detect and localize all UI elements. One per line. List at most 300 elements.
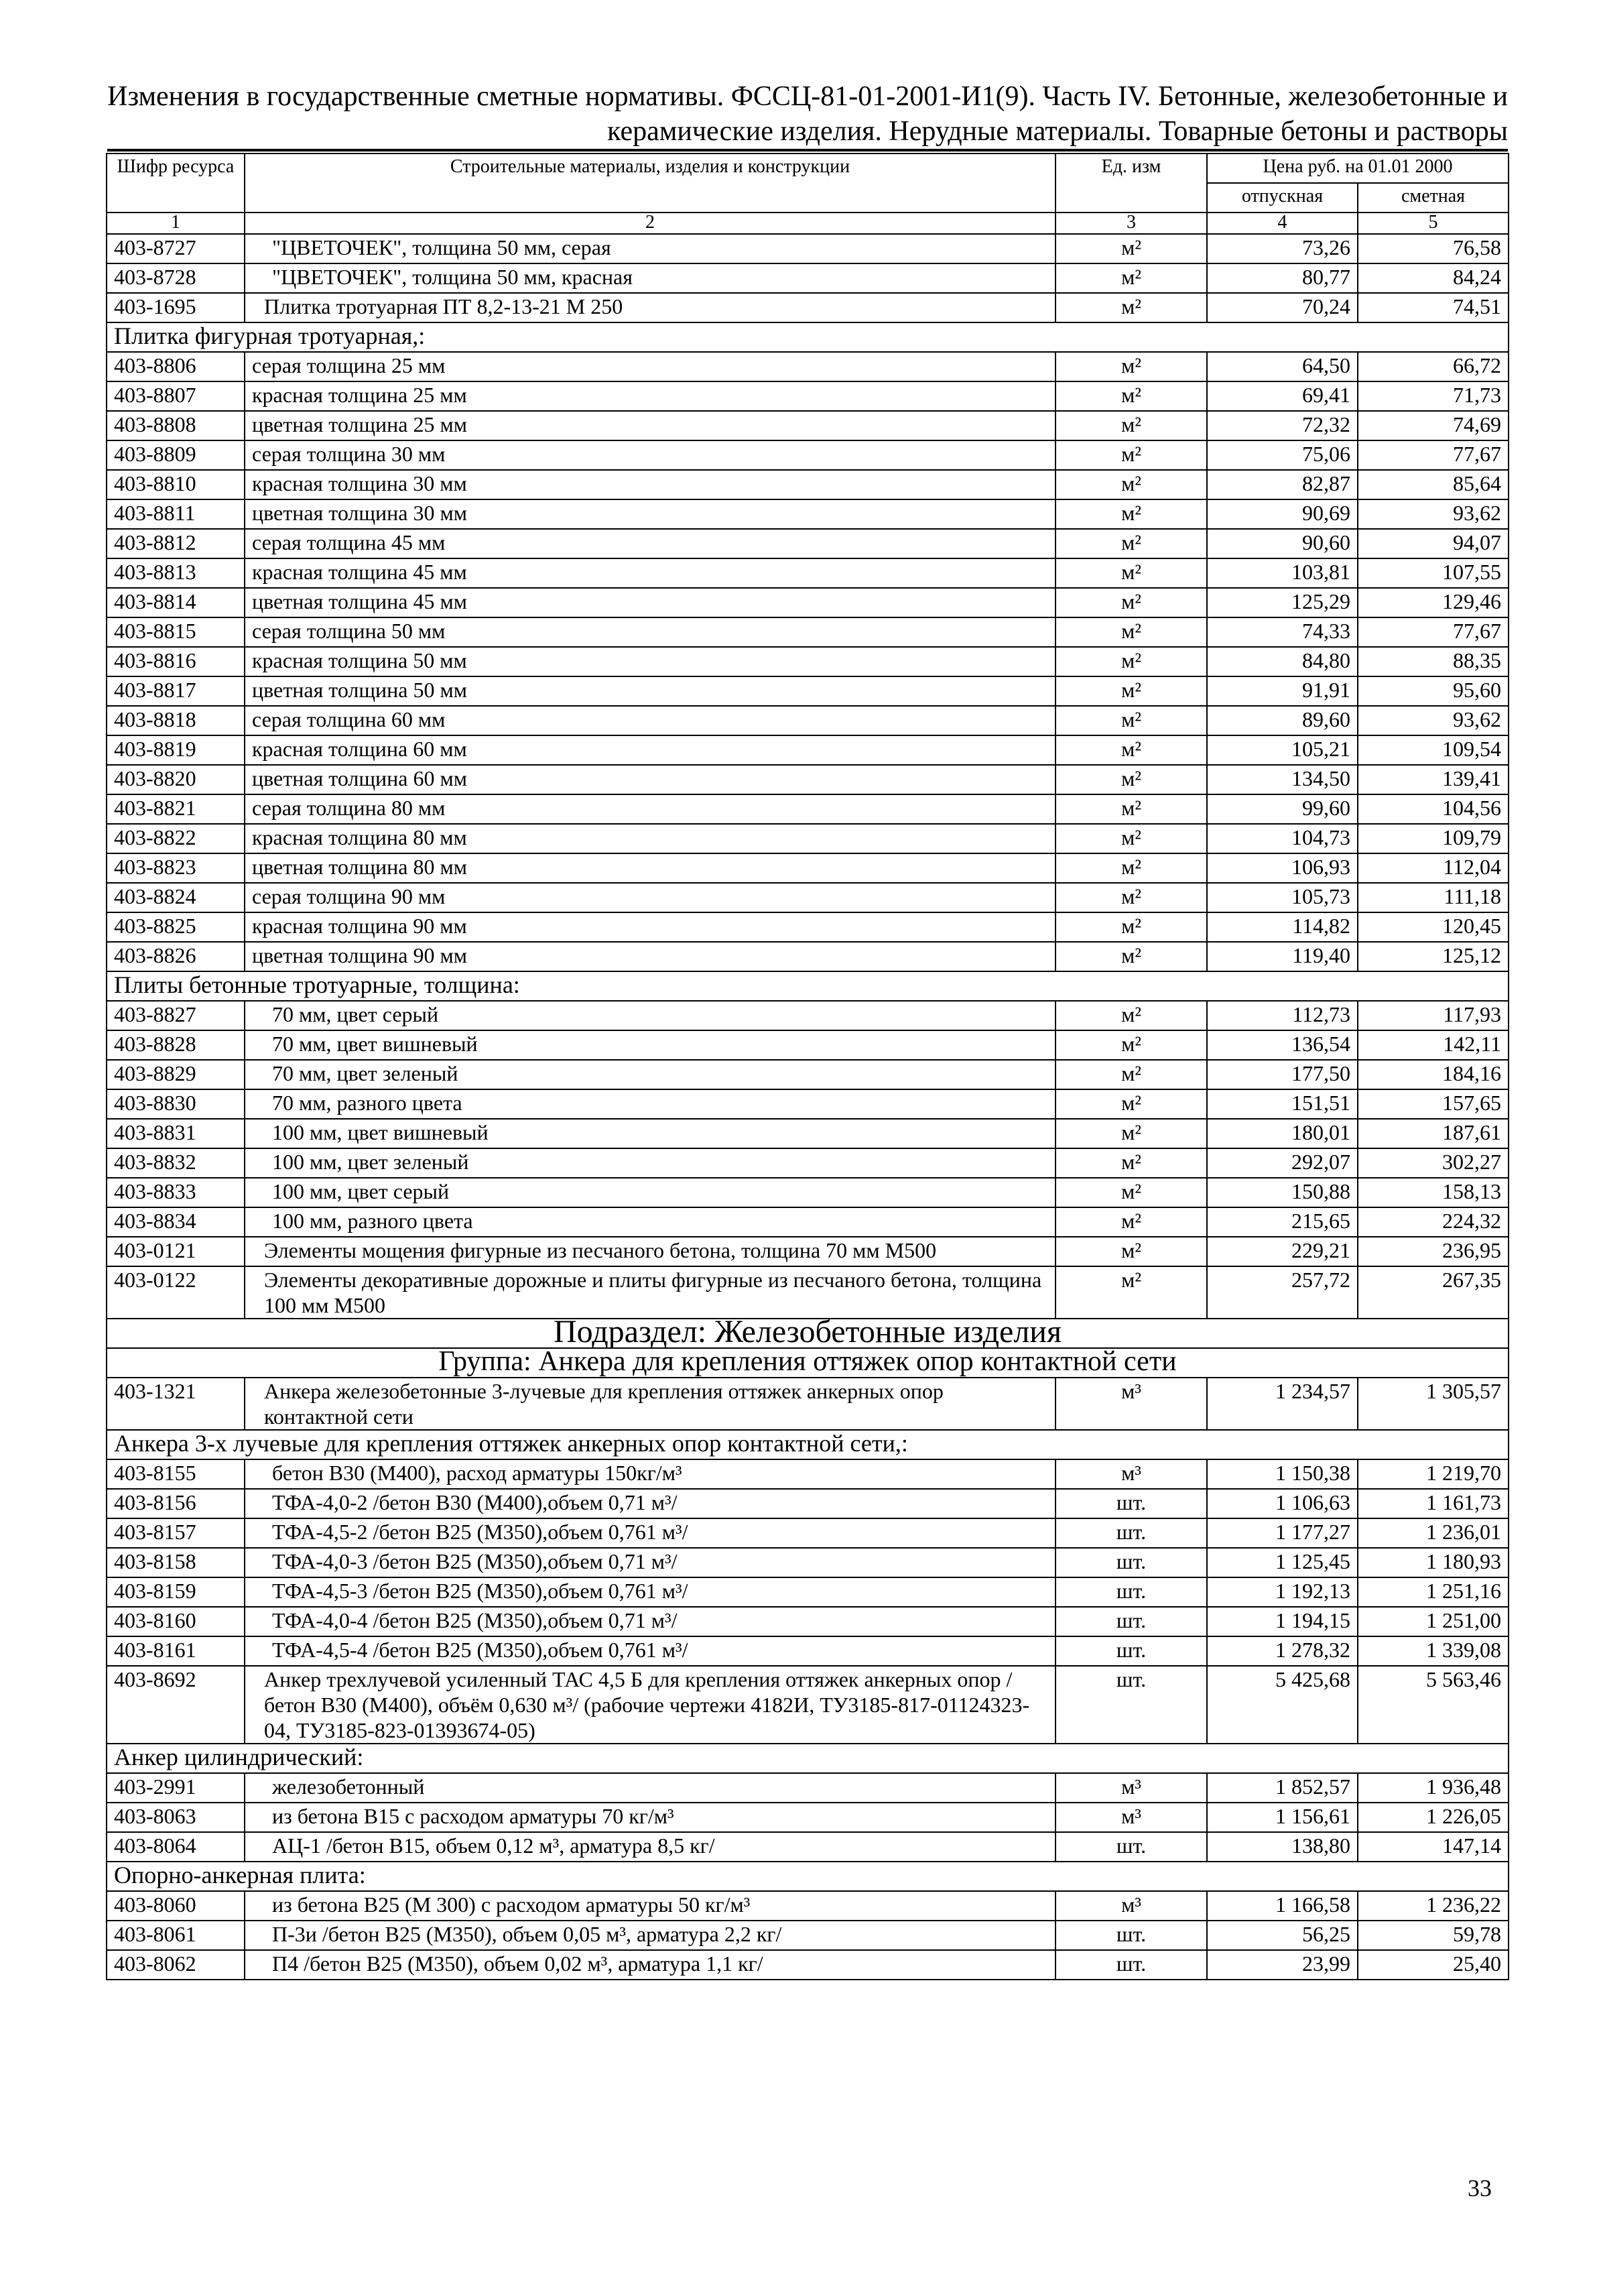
table-row bbox=[107, 1577, 1509, 1607]
estimate-price: 267,35 bbox=[1358, 1266, 1509, 1319]
unit-cell: м² bbox=[1056, 1089, 1207, 1119]
estimate-price: 147,14 bbox=[1358, 1832, 1509, 1862]
resource-code: 403-8811 bbox=[107, 499, 245, 529]
release-price: 56,25 bbox=[1207, 1921, 1358, 1950]
table-row bbox=[107, 853, 1509, 883]
table-row bbox=[107, 735, 1509, 765]
resource-code: 403-8831 bbox=[107, 1119, 245, 1148]
estimate-price: 93,62 bbox=[1358, 706, 1509, 735]
unit-cell: м³ bbox=[1056, 1773, 1207, 1803]
release-price: 91,91 bbox=[1207, 676, 1358, 706]
table-row bbox=[107, 794, 1509, 824]
resource-code: 403-8828 bbox=[107, 1030, 245, 1060]
resource-code: 403-8807 bbox=[107, 381, 245, 411]
estimate-price: 157,65 bbox=[1358, 1089, 1509, 1119]
resource-code: 403-8161 bbox=[107, 1636, 245, 1666]
unit-cell: м² bbox=[1056, 942, 1207, 971]
header-line-2: керамические изделия. Нерудные материалы. Товарные бетоны и растворы bbox=[607, 116, 1508, 147]
estimate-price: 129,46 bbox=[1358, 588, 1509, 617]
estimate-price: 158,13 bbox=[1358, 1178, 1509, 1207]
table-row bbox=[107, 411, 1509, 440]
release-price: 103,81 bbox=[1207, 558, 1358, 588]
material-name: П-3и /бетон В25 (М350), объем 0,05 м³, арматура 2,2 кг/ bbox=[245, 1921, 1056, 1950]
unit-cell: м² bbox=[1056, 853, 1207, 883]
resource-code: 403-8063 bbox=[107, 1803, 245, 1832]
material-name: 70 мм, цвет серый bbox=[245, 1001, 1056, 1030]
estimate-price: 5 563,46 bbox=[1358, 1666, 1509, 1744]
page-number: 33 bbox=[1468, 2175, 1492, 2201]
table-row bbox=[107, 1001, 1509, 1030]
table-row bbox=[107, 765, 1509, 794]
resource-code: 403-8814 bbox=[107, 588, 245, 617]
material-name: серая толщина 90 мм bbox=[245, 883, 1056, 912]
estimate-price: 74,69 bbox=[1358, 411, 1509, 440]
resource-code: 403-8158 bbox=[107, 1548, 245, 1577]
resource-code: 403-0121 bbox=[107, 1237, 245, 1266]
table-row bbox=[107, 1518, 1509, 1548]
material-name: серая толщина 60 мм bbox=[245, 706, 1056, 735]
resource-code: 403-8155 bbox=[107, 1459, 245, 1489]
column-numbers-row bbox=[107, 213, 1509, 234]
resource-code: 403-8817 bbox=[107, 676, 245, 706]
release-price: 105,73 bbox=[1207, 883, 1358, 912]
release-price: 119,40 bbox=[1207, 942, 1358, 971]
table-row bbox=[107, 676, 1509, 706]
estimate-price: 224,32 bbox=[1358, 1207, 1509, 1237]
unit-cell: м² bbox=[1056, 765, 1207, 794]
table-row bbox=[107, 234, 1509, 263]
unit-cell: м² bbox=[1056, 883, 1207, 912]
estimate-price: 117,93 bbox=[1358, 1001, 1509, 1030]
release-price: 74,33 bbox=[1207, 617, 1358, 647]
resource-code: 403-8064 bbox=[107, 1832, 245, 1862]
release-price: 1 852,57 bbox=[1207, 1773, 1358, 1803]
estimate-price: 77,67 bbox=[1358, 440, 1509, 470]
estimate-price: 104,56 bbox=[1358, 794, 1509, 824]
resource-code: 403-8810 bbox=[107, 470, 245, 499]
material-name: Анкер трехлучевой усиленный ТАС 4,5 Б для крепления оттяжек анкерных опор /бетон В30 (М400), объём 0,630 м³/ (рабочие чертежи 4182И, ТУ3185-817-01124323-04, ТУ3185-823-01393674-05) bbox=[245, 1666, 1056, 1744]
unit-cell: м³ bbox=[1056, 1803, 1207, 1832]
table-row bbox=[107, 529, 1509, 558]
estimate-price: 1 226,05 bbox=[1358, 1803, 1509, 1832]
release-price: 82,87 bbox=[1207, 470, 1358, 499]
header-unit: Ед. изм bbox=[1056, 154, 1207, 213]
material-name: ТФА-4,5-4 /бетон В25 (М350),объем 0,761 м³/ bbox=[245, 1636, 1056, 1666]
release-price: 104,73 bbox=[1207, 824, 1358, 853]
release-price: 106,93 bbox=[1207, 853, 1358, 883]
unit-cell: м² bbox=[1056, 411, 1207, 440]
release-price: 1 192,13 bbox=[1207, 1577, 1358, 1607]
unit-cell: шт. bbox=[1056, 1921, 1207, 1950]
estimate-price: 1 236,01 bbox=[1358, 1518, 1509, 1548]
group-title: Плитка фигурная тротуарная,: bbox=[107, 322, 1509, 352]
release-price: 150,88 bbox=[1207, 1178, 1358, 1207]
table-row bbox=[107, 1891, 1509, 1921]
unit-cell: м² bbox=[1056, 499, 1207, 529]
resource-code: 403-0122 bbox=[107, 1266, 245, 1319]
subsection-title: Группа: Анкера для крепления оттяжек опор контактной сети bbox=[107, 1348, 1509, 1378]
resource-code: 403-8808 bbox=[107, 411, 245, 440]
unit-cell: м² bbox=[1056, 558, 1207, 588]
release-price: 1 106,63 bbox=[1207, 1489, 1358, 1518]
release-price: 180,01 bbox=[1207, 1119, 1358, 1148]
material-name: красная толщина 60 мм bbox=[245, 735, 1056, 765]
unit-cell: м² bbox=[1056, 912, 1207, 942]
table-row bbox=[107, 440, 1509, 470]
table-row bbox=[107, 1636, 1509, 1666]
material-name: красная толщина 80 мм bbox=[245, 824, 1056, 853]
estimate-price: 112,04 bbox=[1358, 853, 1509, 883]
resource-code: 403-8809 bbox=[107, 440, 245, 470]
material-name: цветная толщина 60 мм bbox=[245, 765, 1056, 794]
unit-cell: шт. bbox=[1056, 1666, 1207, 1744]
resource-code: 403-1321 bbox=[107, 1378, 245, 1430]
material-name: ТФА-4,0-3 /бетон В25 (М350),объем 0,71 м³/ bbox=[245, 1548, 1056, 1577]
group-row bbox=[107, 1430, 1509, 1459]
table-row bbox=[107, 1773, 1509, 1803]
material-name: 100 мм, цвет вишневый bbox=[245, 1119, 1056, 1148]
release-price: 257,72 bbox=[1207, 1266, 1358, 1319]
column-number: 2 bbox=[245, 213, 1056, 234]
table-row bbox=[107, 647, 1509, 676]
section-row bbox=[107, 1319, 1509, 1348]
resource-code: 403-8834 bbox=[107, 1207, 245, 1237]
release-price: 229,21 bbox=[1207, 1237, 1358, 1266]
material-name: красная толщина 25 мм bbox=[245, 381, 1056, 411]
estimate-price: 71,73 bbox=[1358, 381, 1509, 411]
group-title: Плиты бетонные тротуарные, толщина: bbox=[107, 971, 1509, 1001]
estimate-price: 1 936,48 bbox=[1358, 1773, 1509, 1803]
material-name: 100 мм, разного цвета bbox=[245, 1207, 1056, 1237]
material-name: ТФА-4,0-2 /бетон В30 (М400),объем 0,71 м³/ bbox=[245, 1489, 1056, 1518]
group-row bbox=[107, 1744, 1509, 1773]
unit-cell: м² bbox=[1056, 647, 1207, 676]
release-price: 73,26 bbox=[1207, 234, 1358, 263]
release-price: 1 125,45 bbox=[1207, 1548, 1358, 1577]
price-table bbox=[106, 153, 1509, 1980]
material-name: Элементы декоративные дорожные и плиты фигурные из песчаного бетона, толщина 100 мм М500 bbox=[245, 1266, 1056, 1319]
estimate-price: 1 251,16 bbox=[1358, 1577, 1509, 1607]
unit-cell: м² bbox=[1056, 1119, 1207, 1148]
release-price: 1 166,58 bbox=[1207, 1891, 1358, 1921]
group-title: Анкера 3-х лучевые для крепления оттяжек анкерных опор контактной сети,: bbox=[107, 1430, 1509, 1459]
material-name: Элементы мощения фигурные из песчаного бетона, толщина 70 мм М500 bbox=[245, 1237, 1056, 1266]
release-price: 89,60 bbox=[1207, 706, 1358, 735]
unit-cell: м² bbox=[1056, 293, 1207, 322]
release-price: 90,60 bbox=[1207, 529, 1358, 558]
header-code: Шифр ресурса bbox=[107, 154, 245, 213]
unit-cell: шт. bbox=[1056, 1548, 1207, 1577]
resource-code: 403-8816 bbox=[107, 647, 245, 676]
material-name: железобетонный bbox=[245, 1773, 1056, 1803]
unit-cell: м² bbox=[1056, 263, 1207, 293]
material-name: ТФА-4,5-2 /бетон В25 (М350),объем 0,761 м³/ bbox=[245, 1518, 1056, 1548]
group-title: Анкер цилиндрический: bbox=[107, 1744, 1509, 1773]
resource-code: 403-8060 bbox=[107, 1891, 245, 1921]
column-number: 5 bbox=[1358, 213, 1509, 234]
unit-cell: м³ bbox=[1056, 1459, 1207, 1489]
unit-cell: м² bbox=[1056, 735, 1207, 765]
header-release-price: отпускная bbox=[1207, 183, 1358, 213]
release-price: 69,41 bbox=[1207, 381, 1358, 411]
material-name: цветная толщина 30 мм bbox=[245, 499, 1056, 529]
resource-code: 403-8832 bbox=[107, 1148, 245, 1178]
resource-code: 403-8062 bbox=[107, 1950, 245, 1980]
header-price: Цена руб. на 01.01 2000 bbox=[1207, 154, 1509, 183]
resource-code: 403-8823 bbox=[107, 853, 245, 883]
resource-code: 403-1695 bbox=[107, 293, 245, 322]
unit-cell: м² bbox=[1056, 617, 1207, 647]
estimate-price: 1 161,73 bbox=[1358, 1489, 1509, 1518]
unit-cell: шт. bbox=[1056, 1577, 1207, 1607]
release-price: 23,99 bbox=[1207, 1950, 1358, 1980]
material-name: 100 мм, цвет зеленый bbox=[245, 1148, 1056, 1178]
unit-cell: м² bbox=[1056, 381, 1207, 411]
unit-cell: м² bbox=[1056, 676, 1207, 706]
material-name: красная толщина 45 мм bbox=[245, 558, 1056, 588]
material-name: цветная толщина 45 мм bbox=[245, 588, 1056, 617]
header-name: Строительные материалы, изделия и конструкции bbox=[245, 154, 1056, 213]
table-row bbox=[107, 293, 1509, 322]
unit-cell: м² bbox=[1056, 440, 1207, 470]
column-number: 1 bbox=[107, 213, 245, 234]
release-price: 75,06 bbox=[1207, 440, 1358, 470]
material-name: цветная толщина 80 мм bbox=[245, 853, 1056, 883]
table-row bbox=[107, 381, 1509, 411]
resource-code: 403-8160 bbox=[107, 1607, 245, 1636]
unit-cell: м² bbox=[1056, 470, 1207, 499]
table-row bbox=[107, 1207, 1509, 1237]
release-price: 5 425,68 bbox=[1207, 1666, 1358, 1744]
material-name: Анкера железобетонные 3-лучевые для крепления оттяжек анкерных опор контактной сети bbox=[245, 1378, 1056, 1430]
header-estimate-price: сметная bbox=[1358, 183, 1509, 213]
release-price: 90,69 bbox=[1207, 499, 1358, 529]
material-name: цветная толщина 90 мм bbox=[245, 942, 1056, 971]
resource-code: 403-8156 bbox=[107, 1489, 245, 1518]
resource-code: 403-8819 bbox=[107, 735, 245, 765]
estimate-price: 88,35 bbox=[1358, 647, 1509, 676]
resource-code: 403-8825 bbox=[107, 912, 245, 942]
estimate-price: 125,12 bbox=[1358, 942, 1509, 971]
release-price: 80,77 bbox=[1207, 263, 1358, 293]
material-name: цветная толщина 25 мм bbox=[245, 411, 1056, 440]
table-row bbox=[107, 263, 1509, 293]
unit-cell: м² bbox=[1056, 1148, 1207, 1178]
material-name: серая толщина 25 мм bbox=[245, 352, 1056, 381]
resource-code: 403-8818 bbox=[107, 706, 245, 735]
resource-code: 403-2991 bbox=[107, 1773, 245, 1803]
table-row bbox=[107, 1030, 1509, 1060]
release-price: 136,54 bbox=[1207, 1030, 1358, 1060]
header-rule bbox=[107, 149, 1508, 152]
estimate-price: 111,18 bbox=[1358, 883, 1509, 912]
unit-cell: м² bbox=[1056, 794, 1207, 824]
table-row bbox=[107, 942, 1509, 971]
estimate-price: 77,67 bbox=[1358, 617, 1509, 647]
release-price: 112,73 bbox=[1207, 1001, 1358, 1030]
resource-code: 403-8692 bbox=[107, 1666, 245, 1744]
release-price: 125,29 bbox=[1207, 588, 1358, 617]
table-row bbox=[107, 1119, 1509, 1148]
release-price: 177,50 bbox=[1207, 1060, 1358, 1089]
unit-cell: м² bbox=[1056, 1060, 1207, 1089]
column-number: 3 bbox=[1056, 213, 1207, 234]
table-row bbox=[107, 1666, 1509, 1744]
material-name: 100 мм, цвет серый bbox=[245, 1178, 1056, 1207]
release-price: 1 150,38 bbox=[1207, 1459, 1358, 1489]
resource-code: 403-8820 bbox=[107, 765, 245, 794]
table-row bbox=[107, 824, 1509, 853]
table-row bbox=[107, 1950, 1509, 1980]
release-price: 72,32 bbox=[1207, 411, 1358, 440]
table-row bbox=[107, 1378, 1509, 1430]
document-header bbox=[107, 79, 1508, 149]
unit-cell: м² bbox=[1056, 824, 1207, 853]
material-name: 70 мм, разного цвета bbox=[245, 1089, 1056, 1119]
table-row bbox=[107, 1607, 1509, 1636]
material-name: цветная толщина 50 мм bbox=[245, 676, 1056, 706]
release-price: 292,07 bbox=[1207, 1148, 1358, 1178]
table-header-row bbox=[107, 154, 1509, 183]
estimate-price: 142,11 bbox=[1358, 1030, 1509, 1060]
group-row bbox=[107, 1862, 1509, 1891]
table-row bbox=[107, 1237, 1509, 1266]
material-name: "ЦВЕТОЧЕК", толщина 50 мм, серая bbox=[245, 234, 1056, 263]
estimate-price: 1 180,93 bbox=[1358, 1548, 1509, 1577]
unit-cell: м² bbox=[1056, 588, 1207, 617]
estimate-price: 25,40 bbox=[1358, 1950, 1509, 1980]
unit-cell: м² bbox=[1056, 1178, 1207, 1207]
release-price: 84,80 bbox=[1207, 647, 1358, 676]
unit-cell: м² bbox=[1056, 706, 1207, 735]
table-row bbox=[107, 470, 1509, 499]
resource-code: 403-8829 bbox=[107, 1060, 245, 1089]
unit-cell: м² bbox=[1056, 352, 1207, 381]
material-name: "ЦВЕТОЧЕК", толщина 50 мм, красная bbox=[245, 263, 1056, 293]
estimate-price: 139,41 bbox=[1358, 765, 1509, 794]
column-number: 4 bbox=[1207, 213, 1358, 234]
estimate-price: 120,45 bbox=[1358, 912, 1509, 942]
table-body bbox=[107, 234, 1509, 1980]
header-line-1: Изменения в государственные сметные нормативы. ФССЦ-81-01-2001-И1(9). Часть IV. Бетонные, железобетонные и bbox=[107, 81, 1508, 112]
table-row bbox=[107, 883, 1509, 912]
material-name: 70 мм, цвет вишневый bbox=[245, 1030, 1056, 1060]
estimate-price: 66,72 bbox=[1358, 352, 1509, 381]
resource-code: 403-8061 bbox=[107, 1921, 245, 1950]
resource-code: 403-8822 bbox=[107, 824, 245, 853]
estimate-price: 236,95 bbox=[1358, 1237, 1509, 1266]
material-name: бетон В30 (М400), расход арматуры 150кг/м³ bbox=[245, 1459, 1056, 1489]
group-row bbox=[107, 322, 1509, 352]
table-row bbox=[107, 617, 1509, 647]
unit-cell: шт. bbox=[1056, 1636, 1207, 1666]
resource-code: 403-8826 bbox=[107, 942, 245, 971]
resource-code: 403-8806 bbox=[107, 352, 245, 381]
estimate-price: 74,51 bbox=[1358, 293, 1509, 322]
resource-code: 403-8157 bbox=[107, 1518, 245, 1548]
table-row bbox=[107, 588, 1509, 617]
subsection-row bbox=[107, 1348, 1509, 1378]
unit-cell: шт. bbox=[1056, 1832, 1207, 1862]
unit-cell: м³ bbox=[1056, 1378, 1207, 1430]
unit-cell: м² bbox=[1056, 1237, 1207, 1266]
table-row bbox=[107, 1803, 1509, 1832]
table-row bbox=[107, 1060, 1509, 1089]
estimate-price: 95,60 bbox=[1358, 676, 1509, 706]
table-row bbox=[107, 558, 1509, 588]
table-row bbox=[107, 1489, 1509, 1518]
release-price: 134,50 bbox=[1207, 765, 1358, 794]
estimate-price: 85,64 bbox=[1358, 470, 1509, 499]
table-row bbox=[107, 1178, 1509, 1207]
table-row bbox=[107, 499, 1509, 529]
material-name: 70 мм, цвет зеленый bbox=[245, 1060, 1056, 1089]
release-price: 1 194,15 bbox=[1207, 1607, 1358, 1636]
unit-cell: м² bbox=[1056, 1030, 1207, 1060]
material-name: серая толщина 50 мм bbox=[245, 617, 1056, 647]
release-price: 114,82 bbox=[1207, 912, 1358, 942]
estimate-price: 93,62 bbox=[1358, 499, 1509, 529]
table-row bbox=[107, 1266, 1509, 1319]
estimate-price: 1 236,22 bbox=[1358, 1891, 1509, 1921]
material-name: ТФА-4,0-4 /бетон В25 (М350),объем 0,71 м³/ bbox=[245, 1607, 1056, 1636]
resource-code: 403-8821 bbox=[107, 794, 245, 824]
material-name: красная толщина 90 мм bbox=[245, 912, 1056, 942]
release-price: 99,60 bbox=[1207, 794, 1358, 824]
table-row bbox=[107, 352, 1509, 381]
unit-cell: м² bbox=[1056, 1207, 1207, 1237]
estimate-price: 1 251,00 bbox=[1358, 1607, 1509, 1636]
release-price: 1 177,27 bbox=[1207, 1518, 1358, 1548]
material-name: серая толщина 45 мм bbox=[245, 529, 1056, 558]
unit-cell: шт. bbox=[1056, 1607, 1207, 1636]
estimate-price: 94,07 bbox=[1358, 529, 1509, 558]
estimate-price: 187,61 bbox=[1358, 1119, 1509, 1148]
unit-cell: м² bbox=[1056, 1001, 1207, 1030]
resource-code: 403-8827 bbox=[107, 1001, 245, 1030]
estimate-price: 109,79 bbox=[1358, 824, 1509, 853]
release-price: 1 156,61 bbox=[1207, 1803, 1358, 1832]
resource-code: 403-8728 bbox=[107, 263, 245, 293]
estimate-price: 1 339,08 bbox=[1358, 1636, 1509, 1666]
group-row bbox=[107, 971, 1509, 1001]
material-name: из бетона В15 с расходом арматуры 70 кг/м³ bbox=[245, 1803, 1056, 1832]
table-row bbox=[107, 1548, 1509, 1577]
estimate-price: 1 305,57 bbox=[1358, 1378, 1509, 1430]
resource-code: 403-8824 bbox=[107, 883, 245, 912]
table-row bbox=[107, 706, 1509, 735]
resource-code: 403-8830 bbox=[107, 1089, 245, 1119]
material-name: АЦ-1 /бетон В15, объем 0,12 м³, арматура 8,5 кг/ bbox=[245, 1832, 1056, 1862]
release-price: 215,65 bbox=[1207, 1207, 1358, 1237]
material-name: П4 /бетон В25 (М350), объем 0,02 м³, арматура 1,1 кг/ bbox=[245, 1950, 1056, 1980]
table-row bbox=[107, 1459, 1509, 1489]
release-price: 151,51 bbox=[1207, 1089, 1358, 1119]
resource-code: 403-8813 bbox=[107, 558, 245, 588]
estimate-price: 1 219,70 bbox=[1358, 1459, 1509, 1489]
estimate-price: 302,27 bbox=[1358, 1148, 1509, 1178]
material-name: из бетона В25 (М 300) с расходом арматуры 50 кг/м³ bbox=[245, 1891, 1056, 1921]
section-title: Подраздел: Железобетонные изделия bbox=[107, 1319, 1509, 1348]
group-title: Опорно-анкерная плита: bbox=[107, 1862, 1509, 1891]
material-name: ТФА-4,5-3 /бетон В25 (М350),объем 0,761 м³/ bbox=[245, 1577, 1056, 1607]
estimate-price: 76,58 bbox=[1358, 234, 1509, 263]
material-name: серая толщина 30 мм bbox=[245, 440, 1056, 470]
estimate-price: 59,78 bbox=[1358, 1921, 1509, 1950]
unit-cell: шт. bbox=[1056, 1518, 1207, 1548]
estimate-price: 109,54 bbox=[1358, 735, 1509, 765]
material-name: красная толщина 50 мм bbox=[245, 647, 1056, 676]
